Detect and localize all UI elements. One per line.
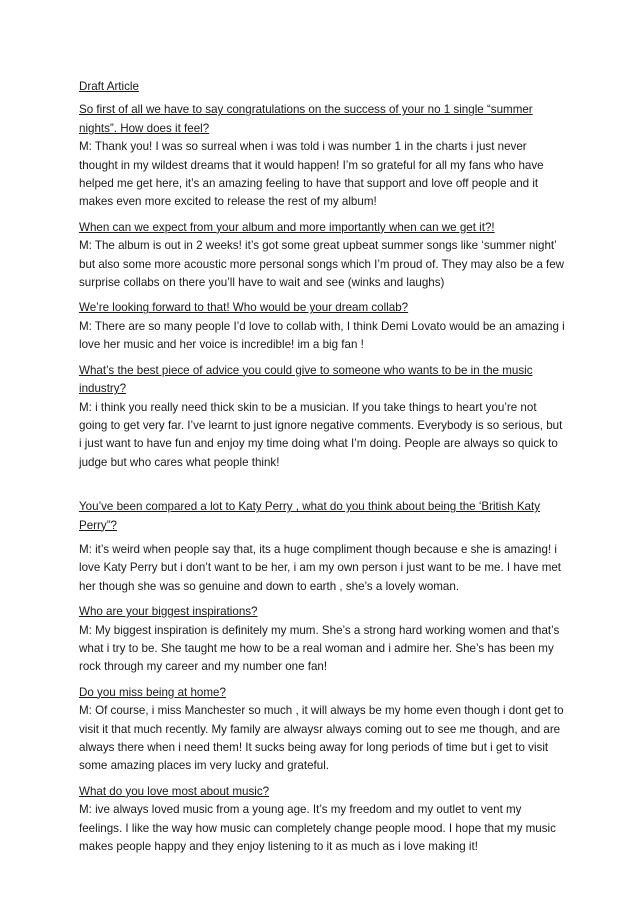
document-title: Draft Article <box>79 80 139 93</box>
qa-section-7 <box>79 684 567 776</box>
qa-section-4 <box>79 362 567 472</box>
answer-6: M: My biggest inspiration is definitely my mum. She’s a strong hard working women and that’s what i try to be. She taught me how to be a real woman and i admire her. She’s has been my rock through my career and my number one fan! <box>79 623 560 674</box>
answer-1: M: Thank you! I was so surreal when i was told i was number 1 in the charts i just never thought in my wildest dreams that it would happen! I’m so grateful for all my fans who have helped me get here, it’s an amazing feeling to have that support and love off people and it makes even more excited to release the rest of my album! <box>79 140 544 209</box>
question-4: What’s the best piece of advice you could give to someone who wants to be in the music industry? <box>79 363 533 396</box>
answer-8: M: ive always loved music from a young age. It’s my freedom and my outlet to vent my feelings. I like the way how music can completely change people mood. I hope that my music makes people happy and they enjoy listening to it as much as i love making it! <box>79 803 556 854</box>
question-3: We’re looking forward to that! Who would be your dream collab? <box>79 301 409 315</box>
answer-2: M: The album is out in 2 weeks! it’s got some great upbeat summer songs like ‘summer night’ but also some more acoustic more personal songs which I’m proud of. They may also be a few surprise collabs on there you’ll have to wait and see (winks and laughs) <box>79 239 565 290</box>
qa-section-1 <box>79 101 567 211</box>
question-2: When can we expect from your album and more importantly when can we get it?! <box>79 220 495 234</box>
qa-section-3 <box>79 299 567 354</box>
answer-4: M: i think you really need thick skin to be a musician. If you take things to heart you’re not going to get very far. I’ve learnt to just ignore negative comments. Everybody is so serious, but i just want to have fun and enjoy my time doing what I’m doing. People are always so quick to judge but who cares what people think! <box>79 400 563 469</box>
question-1: So first of all we have to say congratulations on the success of your no 1 single “summer nights”. How does it feel? <box>79 103 533 135</box>
question-7: Do you miss being at home? <box>79 685 226 699</box>
qa-section-5 <box>79 498 567 596</box>
qa-section-8 <box>79 783 567 857</box>
question-5: You’ve been compared a lot to Katy Perry , what do you think about being the ‘British Katy Perry”? <box>79 500 541 532</box>
qa-section-2 <box>79 219 567 293</box>
answer-3: M: There are so many people I’d love to collab with, I think Demi Lovato would be an amazing i love her music and her voice is incredible! im a big fan ! <box>79 319 565 352</box>
article-body <box>79 78 567 863</box>
answer-7: M: Of course, i miss Manchester so much , it will always be my home even though i dont get to visit it that much recently. My family are alwaysr always coming out to see me though, and are always there when i need them! It sucks being away for long periods of time but i get to visit some amazing places im very lucky and grateful. <box>79 704 564 773</box>
answer-5: M: it’s weird when people say that, its a huge compliment though because e she is amazing! i love Katy Perry but i don’t want to be her, i am my own person i just want to be me. I have met her though she was so genuine and down to earth , she’s a lovely woman. <box>79 542 562 593</box>
question-8: What do you love most about music? <box>79 784 270 798</box>
qa-section-6 <box>79 603 567 677</box>
question-6: Who are your biggest inspirations? <box>79 605 258 619</box>
